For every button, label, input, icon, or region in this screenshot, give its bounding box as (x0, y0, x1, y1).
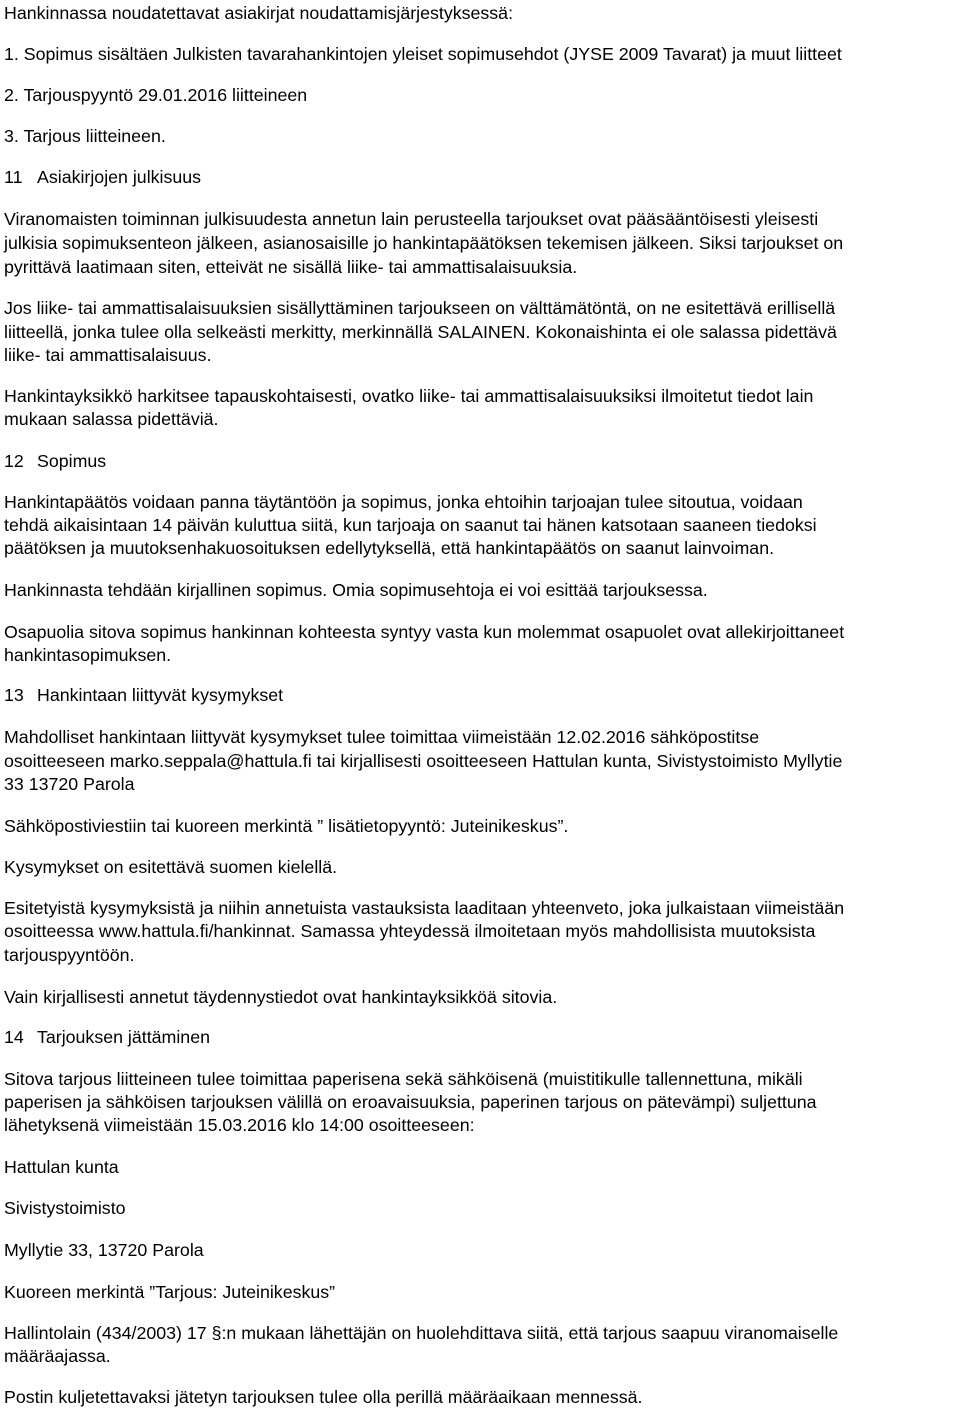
s11-p1-line-1: Viranomaisten toiminnan julkisuudesta annetun lain perusteella tarjoukset ovat pääsääntöisesti yleisesti (4, 209, 819, 229)
s11-p2-line-1: Jos liike- tai ammattisalaisuuksien sisällyttäminen tarjoukseen on välttämätöntä, on ne esitettävä erillisellä (4, 298, 836, 318)
s14-p1-line-1: Sitova tarjous liitteineen tulee toimittaa paperisena sekä sähköisenä (muistitikulle tallennettuna, mikäli (4, 1069, 803, 1089)
s12-p1-line-3: päätöksen ja muutoksenhakuosoituksen edellytyksellä, että hankintapäätös on saanut lainvoiman. (4, 538, 775, 558)
s12-p1-line-1: Hankintapäätös voidaan panna täytäntöön ja sopimus, jonka ehtoihin tarjoajan tulee sitoutua, voidaan (4, 492, 803, 512)
list-item-2: 2. Tarjouspyyntö 29.01.2016 liitteineen (4, 85, 308, 105)
s13-p3-line-1: Kysymykset on esitettävä suomen kielellä. (4, 857, 338, 877)
s13-p4-line-2: osoitteessa www.hattula.fi/hankinnat. Samassa yhteydessä ilmoitetaan myös mahdollisista muutoksista (4, 921, 816, 941)
section-14-title: Tarjouksen jättäminen (37, 1027, 210, 1047)
s13-p5-line-1: Vain kirjallisesti annetut täydennystiedot ovat hankintayksikköä sitovia. (4, 987, 558, 1007)
s11-p1-line-3: pyrittävä laatimaan siten, etteivät ne sisällä liike- tai ammattisalaisuuksia. (4, 257, 578, 277)
section-14-heading (4, 1026, 210, 1048)
s14-p1-line-3: lähetyksenä viimeistään 15.03.2016 klo 14:00 osoitteeseen: (4, 1115, 475, 1135)
s12-p3-line-1: Osapuolia sitova sopimus hankinnan kohteesta syntyy vasta kun molemmat osapuolet ovat allekirjoittaneet (4, 622, 845, 642)
intro-line: Hankinnassa noudatettavat asiakirjat noudattamisjärjestyksessä: (4, 3, 514, 23)
s11-p1-line-2: julkisia sopimuksenteon jälkeen, asianosaisille jo hankintapäätöksen tekemisen jälkeen. Siksi tarjoukset on (4, 233, 844, 253)
section-14-number: 14 (4, 1027, 24, 1047)
s14-p2-line-2: määräajassa. (4, 1346, 111, 1366)
list-item-1: 1. Sopimus sisältäen Julkisten tavarahankintojen yleiset sopimusehdot (JYSE 2009 Tavarat) ja muut liitteet (4, 44, 842, 64)
section-13-heading (4, 684, 283, 706)
s13-p4-line-1: Esitetyistä kysymyksistä ja niihin annetuista vastauksista laaditaan yhteenveto, joka julkaistaan viimeistään (4, 898, 845, 918)
section-13-number: 13 (4, 685, 24, 705)
s13-p2-line-1: Sähköpostiviestiin tai kuoreen merkintä ” lisätietopyyntö: Juteinikeskus”. (4, 816, 569, 836)
section-11-number: 11 (4, 167, 23, 187)
section-11-heading (4, 166, 201, 188)
section-12-number: 12 (4, 451, 24, 471)
s11-p2-line-2: liitteellä, jonka tulee olla selkeästi merkitty, merkinnällä SALAINEN. Kokonaishinta ei ole salassa pidettävä (4, 322, 837, 342)
s12-p3-line-2: hankintasopimuksen. (4, 645, 172, 665)
list-item-3: 3. Tarjous liitteineen. (4, 126, 166, 146)
section-12-heading (4, 450, 106, 472)
s14-p1-line-2: paperisen ja sähköisen tarjouksen välillä on eroavaisuuksia, paperinen tarjous on pätevämpi) suljettuna (4, 1092, 817, 1112)
s14-p2-line-1: Hallintolain (434/2003) 17 §:n mukaan lähettäjän on huolehdittava siitä, että tarjous saapuu viranomaiselle (4, 1323, 839, 1343)
s14-address-line-3: Myllytie 33, 13720 Parola (4, 1240, 204, 1260)
s14-address-line-2: Sivistystoimisto (4, 1198, 126, 1218)
s12-p2-line-1: Hankinnasta tehdään kirjallinen sopimus. Omia sopimusehtoja ei voi esittää tarjouksessa. (4, 580, 708, 600)
s11-p3-line-1: Hankintayksikkö harkitsee tapauskohtaisesti, ovatko liike- tai ammattisalaisuuksiksi ilmoitetut tiedot lain (4, 386, 814, 406)
s14-p3-line-1: Postin kuljetettavaksi jätetyn tarjouksen tulee olla perillä määräaikaan mennessä. (4, 1387, 643, 1407)
section-11-title: Asiakirjojen julkisuus (37, 167, 202, 187)
s13-p1-line-1: Mahdolliset hankintaan liittyvät kysymykset tulee toimittaa viimeistään 12.02.2016 sähköpostitse (4, 727, 760, 747)
s12-p1-line-2: tehdä aikaisintaan 14 päivän kuluttua siitä, kun tarjoaja on saanut tai hänen katsotaan saaneen tiedoksi (4, 515, 817, 535)
s11-p3-line-2: mukaan salassa pidettäviä. (4, 409, 219, 429)
s13-p4-line-3: tarjouspyyntöön. (4, 945, 135, 965)
s13-p1-line-2: osoitteeseen marko.seppala@hattula.fi tai kirjallisesti osoitteeseen Hattulan kunta, Sivistystoimisto Myllytie (4, 751, 843, 771)
section-13-title: Hankintaan liittyvät kysymykset (37, 685, 284, 705)
section-12-title: Sopimus (37, 451, 107, 471)
s14-address-line-1: Hattulan kunta (4, 1157, 119, 1177)
s14-address-line-4: Kuoreen merkintä ”Tarjous: Juteinikeskus” (4, 1282, 336, 1302)
s13-p1-line-3: 33 13720 Parola (4, 774, 135, 794)
s11-p2-line-3: liike- tai ammattisalaisuus. (4, 345, 212, 365)
